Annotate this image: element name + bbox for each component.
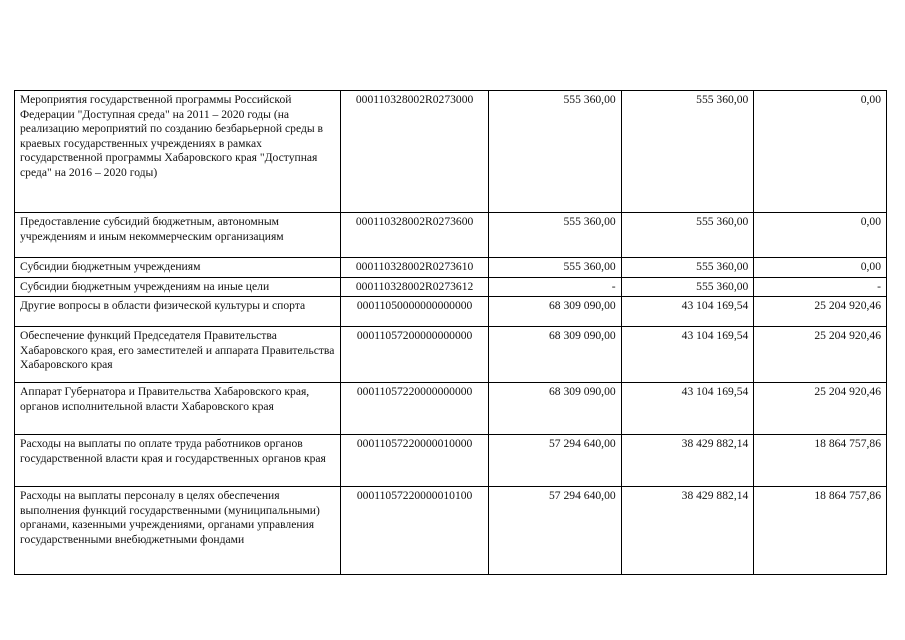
table-row [15,91,887,213]
row-name-cell: Предоставление субсидий бюджетным, автономным учреждениям и иным некоммерческим организациям [15,213,341,258]
row-name-cell: Субсидии бюджетным учреждениям на иные цели [15,277,341,297]
table-row [15,435,887,487]
row-value-1-cell: 57 294 640,00 [489,487,622,575]
row-value-3-cell: 18 864 757,86 [754,435,887,487]
row-code-cell: 00011050000000000000 [341,297,489,327]
row-code-cell: 000110328002R0273600 [341,213,489,258]
row-value-3-cell: 25 204 920,46 [754,383,887,435]
table-row [15,487,887,575]
row-code-cell: 000110328002R0273612 [341,277,489,297]
row-value-3-cell: 0,00 [754,91,887,213]
row-value-1-cell: 57 294 640,00 [489,435,622,487]
table-row [15,213,887,258]
row-value-1-cell: - [489,277,622,297]
row-name-cell: Аппарат Губернатора и Правительства Хабаровского края, органов исполнительной власти Хабаровского края [15,383,341,435]
row-value-2-cell: 38 429 882,14 [621,487,754,575]
row-name-cell: Расходы на выплаты по оплате труда работников органов государственной власти края и государственных органов края [15,435,341,487]
row-value-2-cell: 43 104 169,54 [621,297,754,327]
budget-table-body [15,91,887,575]
row-name-cell: Мероприятия государственной программы Российской Федерации "Доступная среда" на 2011 – 2020 годы (на реализацию мероприятий по созданию безбарьерной среды в краевых государственных учреждениях в рамках государственной программы Хабаровского края "Доступная среда" на 2016 – 2020 годы) [15,91,341,213]
row-value-1-cell: 68 309 090,00 [489,327,622,383]
row-name-cell: Субсидии бюджетным учреждениям [15,258,341,278]
row-value-3-cell: - [754,277,887,297]
row-name-cell: Расходы на выплаты персоналу в целях обеспечения выполнения функций государственными (муниципальными) органами, казенными учреждениями, органами управления государственными внебюджетными фондами [15,487,341,575]
row-value-2-cell: 555 360,00 [621,277,754,297]
row-code-cell: 000110328002R0273000 [341,91,489,213]
row-code-cell: 00011057220000010000 [341,435,489,487]
budget-table [14,90,887,575]
table-row [15,327,887,383]
row-value-2-cell: 38 429 882,14 [621,435,754,487]
row-code-cell: 00011057200000000000 [341,327,489,383]
row-code-cell: 00011057220000010100 [341,487,489,575]
row-value-1-cell: 555 360,00 [489,213,622,258]
table-row [15,297,887,327]
row-value-3-cell: 25 204 920,46 [754,327,887,383]
row-value-3-cell: 25 204 920,46 [754,297,887,327]
table-row [15,258,887,278]
table-row [15,383,887,435]
row-value-3-cell: 18 864 757,86 [754,487,887,575]
row-value-2-cell: 43 104 169,54 [621,383,754,435]
row-name-cell: Другие вопросы в области физической культуры и спорта [15,297,341,327]
row-code-cell: 000110328002R0273610 [341,258,489,278]
row-value-1-cell: 555 360,00 [489,258,622,278]
row-value-3-cell: 0,00 [754,213,887,258]
table-row [15,277,887,297]
row-name-cell: Обеспечение функций Председателя Правительства Хабаровского края, его заместителей и аппарата Правительства Хабаровского края [15,327,341,383]
row-value-1-cell: 68 309 090,00 [489,297,622,327]
row-value-2-cell: 555 360,00 [621,91,754,213]
row-value-1-cell: 555 360,00 [489,91,622,213]
row-code-cell: 00011057220000000000 [341,383,489,435]
row-value-3-cell: 0,00 [754,258,887,278]
row-value-2-cell: 555 360,00 [621,258,754,278]
row-value-2-cell: 555 360,00 [621,213,754,258]
row-value-1-cell: 68 309 090,00 [489,383,622,435]
row-value-2-cell: 43 104 169,54 [621,327,754,383]
